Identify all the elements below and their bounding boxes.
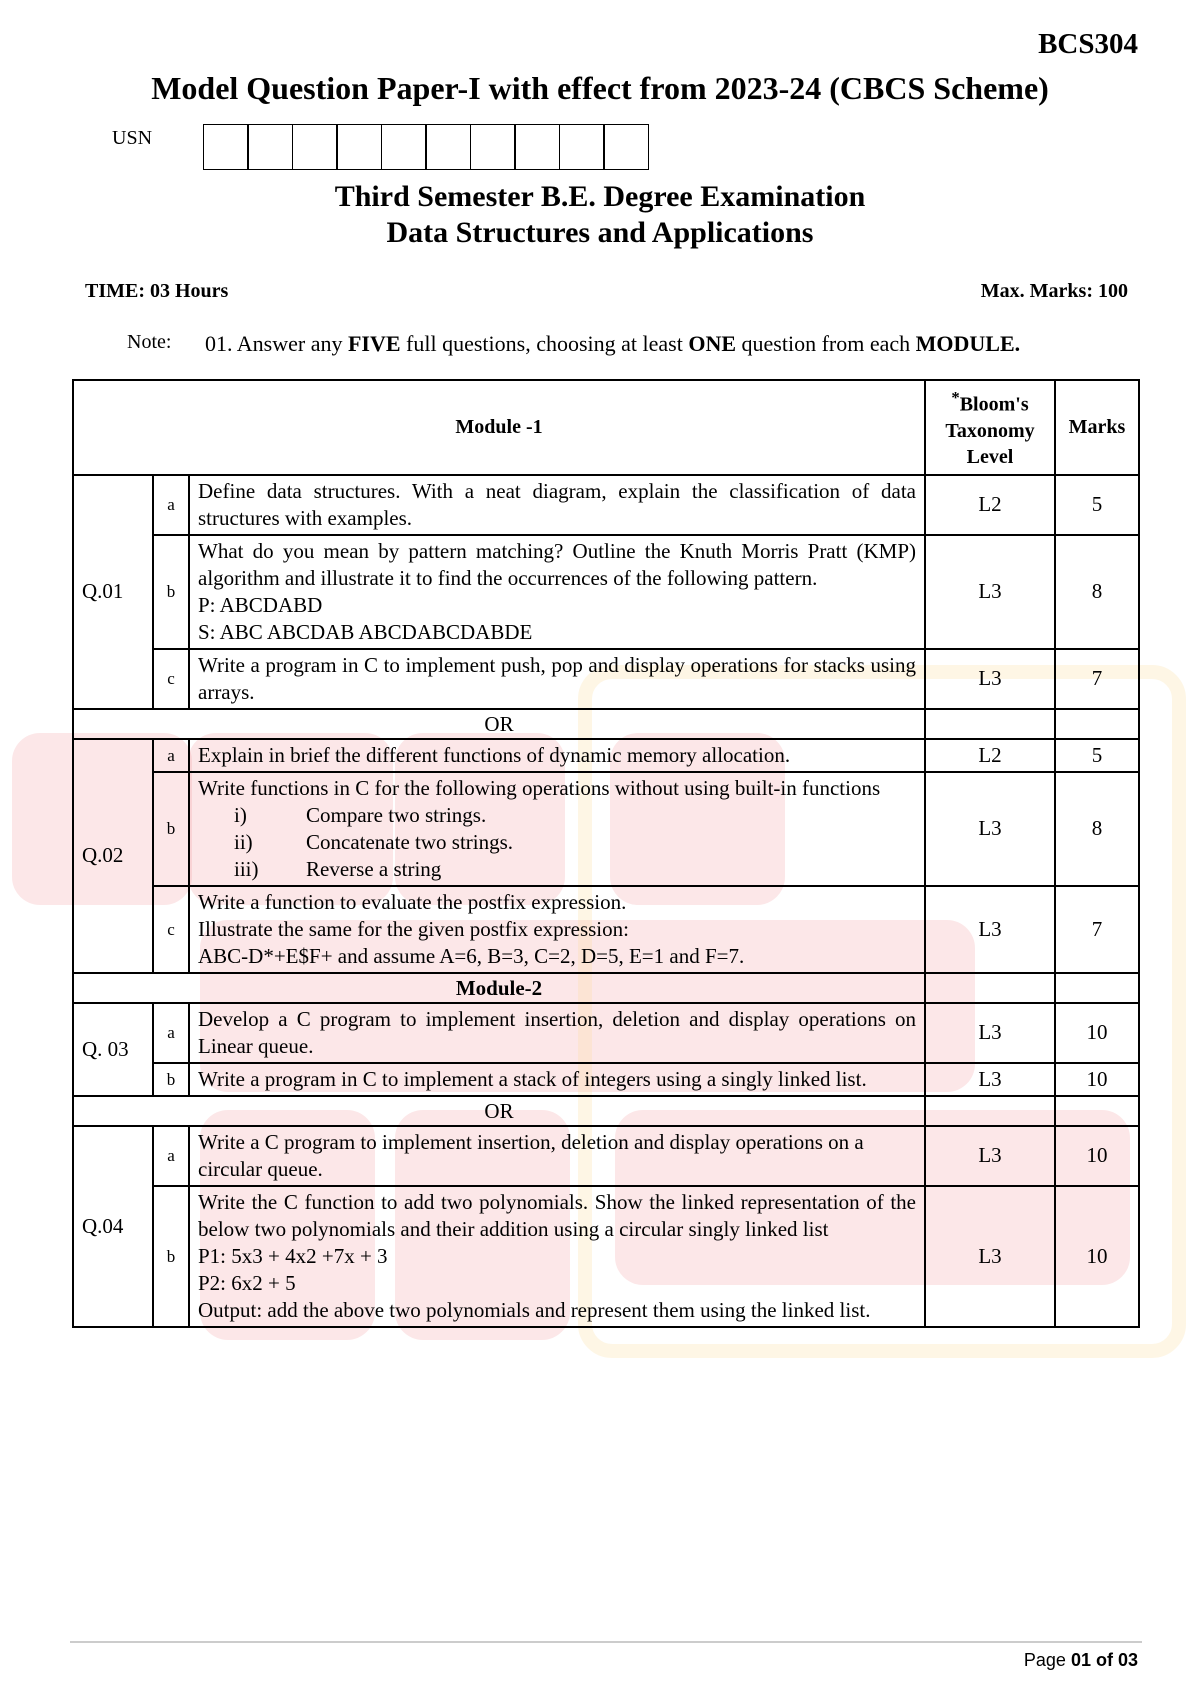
- page-number: [1024, 1650, 1138, 1671]
- sub-question-label: b: [153, 1063, 189, 1096]
- empty-cell: [1055, 1096, 1139, 1126]
- subject-name: Data Structures and Applications: [386, 216, 814, 249]
- list-number: i): [234, 802, 247, 827]
- usn-box[interactable]: [336, 124, 382, 170]
- question-marks: 10: [1055, 1186, 1139, 1327]
- question-marks: 10: [1055, 1126, 1139, 1186]
- sub-question-label: a: [153, 1003, 189, 1063]
- table-row: [73, 739, 1139, 772]
- module-row: [73, 973, 1139, 1003]
- sub-question-label: b: [153, 535, 189, 649]
- usn-label: USN: [112, 127, 153, 149]
- polynomial-line: P1: 5x3 + 4x2 +7x + 3: [198, 1243, 388, 1268]
- table-row: [73, 475, 1139, 535]
- pattern-line: P: ABCDABD: [198, 592, 323, 617]
- polynomial-line: P2: 6x2 + 5: [198, 1270, 296, 1295]
- question-marks: 7: [1055, 649, 1139, 709]
- note-part: full questions, choosing at least: [400, 331, 689, 356]
- blooms-level: L3: [925, 535, 1055, 649]
- sub-question-label: c: [153, 649, 189, 709]
- page-total: 03: [1117, 1650, 1138, 1670]
- separator-row: [73, 1096, 1139, 1126]
- footer-divider: [70, 1641, 1142, 1643]
- string-line: S: ABC ABCDAB ABCDABCDABDE: [198, 619, 533, 644]
- sub-question-label: a: [153, 739, 189, 772]
- module-1-heading: Module -1: [73, 380, 925, 475]
- question-marks: 10: [1055, 1003, 1139, 1063]
- table-row: [73, 772, 1139, 886]
- usn-box[interactable]: [603, 124, 649, 170]
- empty-cell: [925, 709, 1055, 739]
- question-number: Q.01: [73, 475, 153, 709]
- question-number: Q.02: [73, 739, 153, 973]
- table-row: [73, 1126, 1139, 1186]
- usn-box[interactable]: [514, 124, 560, 170]
- question-marks: 10: [1055, 1063, 1139, 1096]
- question-line: ABC-D*+E$F+ and assume A=6, B=3, C=2, D=5, E=1 and F=7.: [198, 943, 745, 968]
- table-row: [73, 1003, 1139, 1063]
- or-separator: OR: [73, 1096, 925, 1126]
- usn-grid[interactable]: [204, 124, 649, 170]
- question-line: Output: add the above two polynomials and represent them using the linked list.: [198, 1297, 871, 1322]
- usn-box[interactable]: [247, 124, 293, 170]
- question-line: Write the C function to add two polynomials. Show the linked representation of the below two polynomials and their addition using a circular singly linked list: [198, 1189, 916, 1241]
- usn-box[interactable]: [203, 124, 249, 170]
- question-text: Write a C program to implement insertion, deletion and display operations on a circular queue.: [189, 1126, 925, 1186]
- note-emphasis: MODULE.: [915, 331, 1021, 356]
- blooms-level: L3: [925, 1003, 1055, 1063]
- table-row: [73, 886, 1139, 973]
- empty-cell: [925, 1096, 1055, 1126]
- question-line: What do you mean by pattern matching? Outline the Knuth Morris Pratt (KMP) algorithm and illustrate it to find the occurrences of the following pattern.: [198, 538, 916, 590]
- list-text: Compare two strings.: [306, 802, 487, 827]
- blooms-level: L3: [925, 1186, 1055, 1327]
- usn-box[interactable]: [381, 124, 427, 170]
- sub-question-label: b: [153, 772, 189, 886]
- sub-question-label: c: [153, 886, 189, 973]
- separator-row: [73, 709, 1139, 739]
- table-row: [73, 535, 1139, 649]
- note-label: Note:: [127, 331, 172, 353]
- question-text: Write a program in C to implement push, pop and display operations for stacks using arrays.: [189, 649, 925, 709]
- blooms-level: L2: [925, 739, 1055, 772]
- page-part: Page: [1023, 1650, 1071, 1670]
- note-emphasis: ONE: [688, 331, 737, 356]
- usn-box[interactable]: [425, 124, 471, 170]
- question-text: [189, 1186, 925, 1327]
- question-marks: 5: [1055, 739, 1139, 772]
- note-part: 01. Answer any: [205, 331, 348, 356]
- list-text: Reverse a string: [306, 856, 442, 881]
- list-text: Concatenate two strings.: [306, 829, 514, 854]
- sub-question-label: b: [153, 1186, 189, 1327]
- list-item: [198, 856, 916, 883]
- list-number: ii): [234, 829, 253, 854]
- question-number: Q. 03: [73, 1003, 153, 1096]
- question-marks: 7: [1055, 886, 1139, 973]
- question-text: [189, 886, 925, 973]
- paper-title: Model Question Paper-I with effect from 2023-24 (CBCS Scheme): [151, 70, 1049, 106]
- list-item: [198, 829, 916, 856]
- question-line: Illustrate the same for the given postfix expression:: [198, 916, 629, 941]
- page-current: 01: [1070, 1650, 1091, 1670]
- blooms-level: L3: [925, 886, 1055, 973]
- table-row: [73, 1063, 1139, 1096]
- question-text: [189, 535, 925, 649]
- exam-name: Third Semester B.E. Degree Examination: [334, 180, 866, 213]
- list-number: iii): [234, 856, 259, 881]
- usn-box[interactable]: [470, 124, 516, 170]
- question-table: [72, 379, 1140, 1328]
- question-text: Explain in brief the different functions of dynamic memory allocation.: [189, 739, 925, 772]
- table-row: [73, 1186, 1139, 1327]
- question-marks: 8: [1055, 535, 1139, 649]
- page-part: of: [1090, 1650, 1118, 1670]
- empty-cell: [925, 973, 1055, 1003]
- question-number: Q.04: [73, 1126, 153, 1327]
- blooms-level: L3: [925, 772, 1055, 886]
- blooms-heading: [925, 380, 1055, 475]
- usn-box[interactable]: [292, 124, 338, 170]
- blooms-level: L3: [925, 649, 1055, 709]
- note-text: [205, 331, 1020, 357]
- or-separator: OR: [73, 709, 925, 739]
- max-marks: Max. Marks: 100: [980, 280, 1128, 302]
- question-line: Write functions in C for the following operations without using built-in functions: [198, 775, 881, 800]
- question-text: Define data structures. With a neat diagram, explain the classification of data structures with examples.: [189, 475, 925, 535]
- course-code: BCS304: [1038, 28, 1138, 60]
- blooms-level: L2: [925, 475, 1055, 535]
- question-text: [189, 772, 925, 886]
- blooms-star: *: [951, 388, 960, 407]
- question-line: Write a function to evaluate the postfix expression.: [198, 889, 627, 914]
- table-row: [73, 649, 1139, 709]
- usn-box[interactable]: [559, 124, 605, 170]
- blooms-label: Bloom's Taxonomy Level: [945, 393, 1035, 468]
- question-text: Write a program in C to implement a stack of integers using a singly linked list.: [189, 1063, 925, 1096]
- module-2-heading: Module-2: [73, 973, 925, 1003]
- empty-cell: [1055, 973, 1139, 1003]
- list-item: [198, 802, 916, 829]
- marks-heading: Marks: [1055, 380, 1139, 475]
- question-marks: 8: [1055, 772, 1139, 886]
- note-part: question from each: [736, 331, 916, 356]
- blooms-level: L3: [925, 1126, 1055, 1186]
- note-emphasis: FIVE: [347, 331, 401, 356]
- empty-cell: [1055, 709, 1139, 739]
- sub-question-label: a: [153, 475, 189, 535]
- exam-time: TIME: 03 Hours: [85, 280, 229, 302]
- sub-question-label: a: [153, 1126, 189, 1186]
- question-marks: 5: [1055, 475, 1139, 535]
- table-header-row: [73, 380, 1139, 475]
- question-text: Develop a C program to implement insertion, deletion and display operations on Linear queue.: [189, 1003, 925, 1063]
- blooms-level: L3: [925, 1063, 1055, 1096]
